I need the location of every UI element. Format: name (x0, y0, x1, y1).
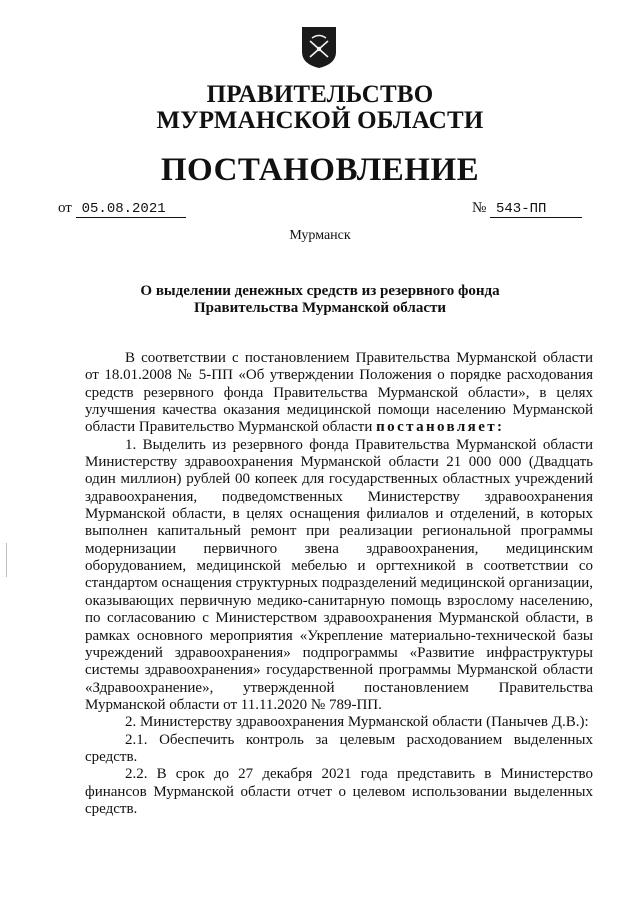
date-field (58, 200, 186, 218)
document-subject (0, 283, 640, 317)
coat-of-arms-icon (299, 24, 339, 70)
paragraph-2-1: 2.1. Обеспечить контроль за целевым расходованием выделенных средств. (85, 731, 593, 765)
government-title (0, 82, 640, 134)
date-prefix: от (58, 200, 72, 216)
preamble-paragraph (85, 350, 593, 437)
paragraph-2: 2. Министерству здравоохранения Мурманской области (Панычев Д.В.): (125, 714, 589, 731)
resolves-keyword: постановляет: (376, 419, 505, 436)
document-type-title: ПОСТАНОВЛЕНИЕ (160, 152, 480, 188)
government-title-line2: МУРМАНСКОЙ ОБЛАСТИ (156, 107, 484, 134)
paragraph-1: 1. Выделить из резервного фонда Правительства Мурманской области Министерству здравоохранения Мурманской области 21 000 000 (Двадцать один миллион) рублей 00 копеек для государственных областных учреждений здравоохранения, подведомственных Министерству здравоохранения Мурманской области, в целях оснащения филиалов и отделений, в которых выполнен капитальный ремонт при реализации региональной программы модернизации первичного звена здравоохранения, медицинским оборудованием, медицинской мебелью и оргтехникой в соответствии со стандартом оснащения структурных подразделений медицинской организации, оказывающих первичную медико-санитарную помощь взрослому населению, по согласованию с Министерством здравоохранения Мурманской области, в рамках основного мероприятия «Укрепление материально-технической базы учреждений здравоохранения» подпрограммы «Развитие инфраструктуры системы здравоохранения» государственной программы Мурманской области «Здравоохранение», утвержденной постановлением Правительства Мурманской области от 11.11.2020 № 789-ПП. (85, 436, 593, 713)
number-value: 543-ПП (490, 201, 582, 218)
preamble-text: В соответствии с постановлением Правительства Мурманской области от 18.01.2008 № 5-ПП «Об утверждении Положения о порядке расходования средств резервного фонда Правительства Мурманской области», в целях улучшения качества оказания медицинской помощи населению Мурманской области Правительство Мурманской области (85, 350, 593, 436)
city-name: Мурманск (289, 228, 351, 243)
number-field (472, 200, 582, 218)
document-body (85, 350, 593, 818)
subject-line1: О выделении денежных средств из резервного фонда (140, 283, 500, 299)
subject-line2: Правительства Мурманской области (193, 300, 447, 316)
government-title-line1: ПРАВИТЕЛЬСТВО (206, 81, 434, 108)
number-prefix: № (471, 200, 487, 216)
scan-edge-mark (6, 543, 7, 577)
date-value: 05.08.2021 (76, 201, 186, 218)
date-number-row (58, 200, 582, 220)
paragraph-2-2: 2.2. В срок до 27 декабря 2021 года представить в Министерство финансов Мурманской области отчет о целевом использовании выделенных средств. (85, 766, 593, 817)
